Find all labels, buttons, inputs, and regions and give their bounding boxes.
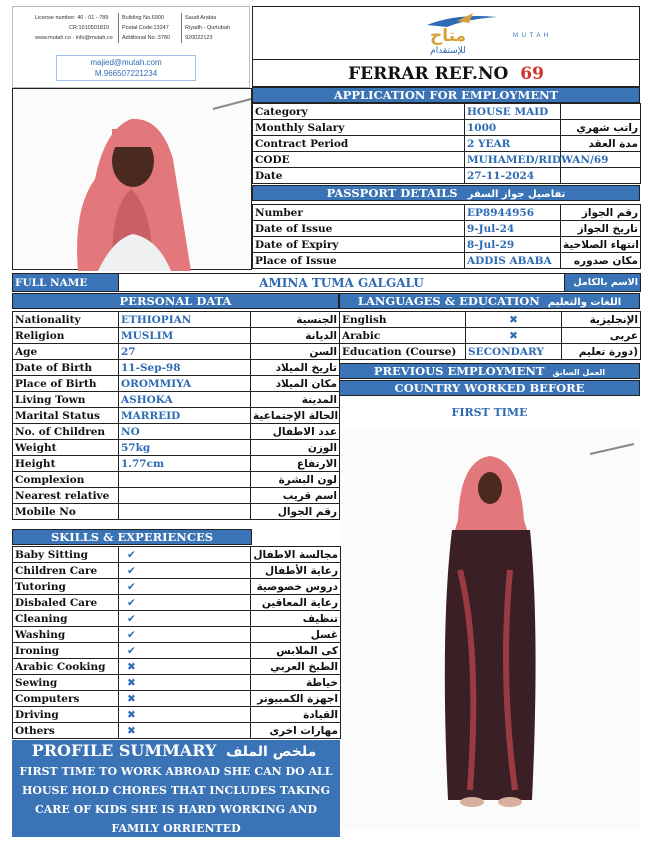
logo-sub: للإستقدام: [430, 46, 466, 56]
check-icon: ✔: [119, 547, 251, 563]
personal-label: Complexion: [13, 472, 119, 488]
languages-table: [339, 311, 641, 360]
application-label: Category: [253, 104, 465, 120]
language-value: SECONDARY: [466, 344, 562, 360]
previous-header-en: PREVIOUS EMPLOYMENT: [373, 364, 545, 378]
language-value: ✖: [466, 328, 562, 344]
personal-value: 27: [119, 344, 251, 360]
passport-row: [253, 205, 641, 221]
profile-summary: [12, 740, 340, 837]
skill-label-ar: كى الملابس: [251, 643, 341, 659]
skill-label-ar: اجهزة الكمبيوتر: [251, 691, 341, 707]
skill-row: [13, 627, 341, 643]
skill-label: Baby Sitting: [13, 547, 119, 563]
personal-label: Living Town: [13, 392, 119, 408]
language-row: [340, 328, 641, 344]
skill-label-ar: تنظيف: [251, 611, 341, 627]
full-name-row: [12, 273, 641, 292]
application-row: [253, 168, 641, 184]
skill-row: [13, 675, 341, 691]
passport-table: [252, 204, 641, 269]
application-header: APPLICATION FOR EMPLOYMENT: [252, 87, 640, 103]
building-line: Building No.6900: [122, 15, 164, 21]
personal-row: [13, 408, 340, 424]
full-body-figure: [340, 430, 640, 830]
cross-icon: ✖: [119, 723, 251, 739]
skill-row: [13, 691, 341, 707]
skill-row: [13, 611, 341, 627]
passport-label-ar: رقم الجواز: [561, 205, 641, 221]
personal-value: 57kg: [119, 440, 251, 456]
skill-label: Arabic Cooking: [13, 659, 119, 675]
application-label-ar: [561, 104, 641, 120]
skill-label: Ironing: [13, 643, 119, 659]
country-line: Saudi Arabia: [185, 15, 217, 21]
passport-label: Number: [253, 205, 465, 221]
personal-label: Marital Status: [13, 408, 119, 424]
skill-row: [13, 579, 341, 595]
passport-header-ar: تفاصيل جواز السفر: [467, 189, 566, 200]
skill-row: [13, 563, 341, 579]
personal-label: Nearest relative: [13, 488, 119, 504]
personal-label-ar: عدد الاطفال: [251, 424, 340, 440]
passport-value: ADDIS ABABA: [465, 253, 561, 269]
ref-label: FERRAR REF.NO: [348, 64, 509, 84]
personal-value: [119, 488, 251, 504]
personal-label-ar: الوزن: [251, 440, 340, 456]
skill-row: [13, 595, 341, 611]
passport-label-ar: تاريخ الجواز: [561, 221, 641, 237]
personal-label-ar: رقم الجوال: [251, 504, 340, 520]
passport-row: [253, 237, 641, 253]
personal-value: MUSLIM: [119, 328, 251, 344]
skill-label-ar: غسل: [251, 627, 341, 643]
skill-label: Disbaled Care: [13, 595, 119, 611]
skill-row: [13, 723, 341, 739]
check-icon: ✔: [119, 579, 251, 595]
personal-value: OROMMIYA: [119, 376, 251, 392]
company-col-3: [181, 13, 230, 43]
languages-header-en: LANGUAGES & EDUCATION: [357, 294, 540, 308]
personal-row: [13, 456, 340, 472]
personal-row: [13, 344, 340, 360]
language-label-ar: عربى: [562, 328, 641, 344]
personal-value: MARREID: [119, 408, 251, 424]
passport-value: 9-Jul-24: [465, 221, 561, 237]
personal-row: [13, 504, 340, 520]
passport-label: Place of Issue: [253, 253, 465, 269]
phone-line: 920022123: [185, 35, 213, 41]
language-row: [340, 312, 641, 328]
application-row: [253, 152, 641, 168]
license-line: License number: 40 - 01 - 789: [35, 15, 109, 21]
application-label: CODE: [253, 152, 465, 168]
cross-icon: ✖: [119, 675, 251, 691]
portrait-photo: [12, 88, 252, 270]
application-value: 2 YEAR: [465, 136, 561, 152]
skill-label-ar: الطبخ العربي: [251, 659, 341, 675]
personal-row: [13, 424, 340, 440]
country-header: COUNTRY WORKED BEFORE: [339, 380, 640, 396]
skill-label-ar: رعاية الأطفال: [251, 563, 341, 579]
check-icon: ✔: [119, 611, 251, 627]
passport-row: [253, 221, 641, 237]
cross-icon: ✖: [119, 691, 251, 707]
personal-value: ASHOKA: [119, 392, 251, 408]
passport-label: Date of Issue: [253, 221, 465, 237]
application-row: [253, 120, 641, 136]
full-body-photo: [340, 430, 640, 830]
languages-header: [339, 293, 640, 309]
personal-value: 11-Sep-98: [119, 360, 251, 376]
language-label: Education (Course): [340, 344, 466, 360]
skill-label-ar: مهارات اخرى: [251, 723, 341, 739]
personal-label-ar: الارتفاع: [251, 456, 340, 472]
company-info: [12, 6, 250, 88]
personal-row: [13, 392, 340, 408]
summary-text: FIRST TIME TO WORK ABROAD SHE CAN DO ALL HOUSE HOLD CHORES THAT INCLUDES TAKING CARE OF KIDS SHE IS HARD WORKING AND FAMILY ORRIENTED: [19, 765, 333, 835]
application-label: Date: [253, 168, 465, 184]
city-line: Riyadh - Qurtubah: [185, 25, 230, 31]
personal-label-ar: لون البشرة: [251, 472, 340, 488]
application-label: Monthly Salary: [253, 120, 465, 136]
personal-value: 1.77cm: [119, 456, 251, 472]
ref-number: 69: [520, 64, 544, 84]
cross-icon: ✖: [119, 659, 251, 675]
ref-bar: [252, 59, 640, 87]
personal-label-ar: الجنسية: [251, 312, 340, 328]
language-label-ar: دورة تعليم): [562, 344, 641, 360]
skill-row: [13, 707, 341, 723]
personal-row: [13, 472, 340, 488]
contact-box: [56, 55, 196, 81]
personal-label-ar: تاريخ الميلاد: [251, 360, 340, 376]
personal-row: [13, 328, 340, 344]
application-label: Contract Period: [253, 136, 465, 152]
language-label: Arabic: [340, 328, 466, 344]
company-col-2: [118, 13, 170, 43]
personal-label: Weight: [13, 440, 119, 456]
personal-row: [13, 312, 340, 328]
personal-row: [13, 488, 340, 504]
language-row: [340, 344, 641, 360]
language-label: English: [340, 312, 466, 328]
personal-label: Date of Birth: [13, 360, 119, 376]
personal-label-ar: الديانة: [251, 328, 340, 344]
personal-label: No. of Children: [13, 424, 119, 440]
skill-label: Sewing: [13, 675, 119, 691]
company-col-1: [35, 13, 113, 43]
previous-header-ar: العمل السابق: [552, 368, 606, 377]
skill-label-ar: مجالسة الاطفال: [251, 547, 341, 563]
application-label-ar: [561, 168, 641, 184]
skill-row: [13, 643, 341, 659]
passport-label-ar: مكان صدوره: [561, 253, 641, 269]
personal-label: Place of Birth: [13, 376, 119, 392]
personal-label: Religion: [13, 328, 119, 344]
full-name-label: FULL NAME: [13, 274, 119, 292]
application-value: HOUSE MAID: [465, 104, 561, 120]
passport-value: EP8944956: [465, 205, 561, 221]
skills-table: [12, 546, 341, 739]
logo-arabic: متاح: [429, 26, 467, 46]
personal-label-ar: الحالة الإجتماعية: [251, 408, 340, 424]
skill-label: Tutoring: [13, 579, 119, 595]
personal-label-ar: اسم قريب: [251, 488, 340, 504]
skill-label-ar: خياطة: [251, 675, 341, 691]
passport-header: [252, 185, 640, 201]
web-line: www.mutah.co · info@mutah.co: [35, 35, 113, 41]
passport-row: [253, 253, 641, 269]
skill-label: Computers: [13, 691, 119, 707]
country-value: FIRST TIME: [451, 406, 528, 419]
check-icon: ✔: [119, 563, 251, 579]
skill-label-ar: رعاية المعاقين: [251, 595, 341, 611]
application-table: [252, 103, 641, 184]
skill-label-ar: القيادة: [251, 707, 341, 723]
skill-label: Cleaning: [13, 611, 119, 627]
personal-header: PERSONAL DATA: [12, 293, 339, 309]
personal-value: ETHIOPIAN: [119, 312, 251, 328]
summary-title: PROFILE SUMMARY: [31, 741, 217, 760]
personal-value: NO: [119, 424, 251, 440]
cross-icon: ✖: [119, 707, 251, 723]
language-label-ar: الإنجليزية: [562, 312, 641, 328]
skill-label: Driving: [13, 707, 119, 723]
check-icon: ✔: [119, 595, 251, 611]
personal-row: [13, 360, 340, 376]
personal-label-ar: المدينة: [251, 392, 340, 408]
full-name-value: AMINA TUMA GALGALU: [119, 274, 565, 292]
application-value: MUHAMED/RIDWAN/69: [465, 152, 561, 168]
postal-line: Postal Code:13247: [122, 25, 169, 31]
personal-label: Nationality: [13, 312, 119, 328]
application-value: 27-11-2024: [465, 168, 561, 184]
personal-row: [13, 440, 340, 456]
personal-table: [12, 311, 340, 520]
application-row: [253, 104, 641, 120]
summary-title-ar: ملخص الملف: [226, 744, 317, 760]
application-label-ar: راتب شهري: [561, 120, 641, 136]
skill-label: Others: [13, 723, 119, 739]
personal-label-ar: مكان الميلاد: [251, 376, 340, 392]
personal-label-ar: السن: [251, 344, 340, 360]
application-label-ar: مدة العقد: [561, 136, 641, 152]
portrait-figure: [13, 89, 253, 271]
skills-header: SKILLS & EXPERIENCES: [12, 529, 252, 545]
skill-row: [13, 659, 341, 675]
contact-email[interactable]: majied@mutah.com: [90, 58, 162, 67]
language-value: ✖: [466, 312, 562, 328]
personal-value: [119, 504, 251, 520]
skill-row: [13, 547, 341, 563]
check-icon: ✔: [119, 627, 251, 643]
additional-line: Additional No.:3780: [122, 35, 171, 41]
full-name-ar: الاسم بالكامل: [565, 274, 641, 292]
check-icon: ✔: [119, 643, 251, 659]
application-value: 1000: [465, 120, 561, 136]
contact-phone: M.966507221234: [94, 69, 158, 78]
personal-row: [13, 376, 340, 392]
application-row: [253, 136, 641, 152]
cr-line: CR:1010501810: [69, 25, 110, 31]
passport-label-ar: انتهاء الصلاحية: [561, 237, 641, 253]
personal-label: Age: [13, 344, 119, 360]
languages-header-ar: اللغات والتعليم: [547, 297, 622, 308]
passport-header-en: PASSPORT DETAILS: [326, 186, 458, 200]
previous-employment-header: [339, 363, 640, 379]
personal-label: Height: [13, 456, 119, 472]
skill-label: Children Care: [13, 563, 119, 579]
skill-label: Washing: [13, 627, 119, 643]
logo-box: [252, 6, 640, 59]
personal-label: Mobile No: [13, 504, 119, 520]
logo-english: M U T A H: [512, 33, 550, 39]
passport-value: 8-Jul-29: [465, 237, 561, 253]
skill-label-ar: دروس خصوصية: [251, 579, 341, 595]
personal-value: [119, 472, 251, 488]
passport-label: Date of Expiry: [253, 237, 465, 253]
